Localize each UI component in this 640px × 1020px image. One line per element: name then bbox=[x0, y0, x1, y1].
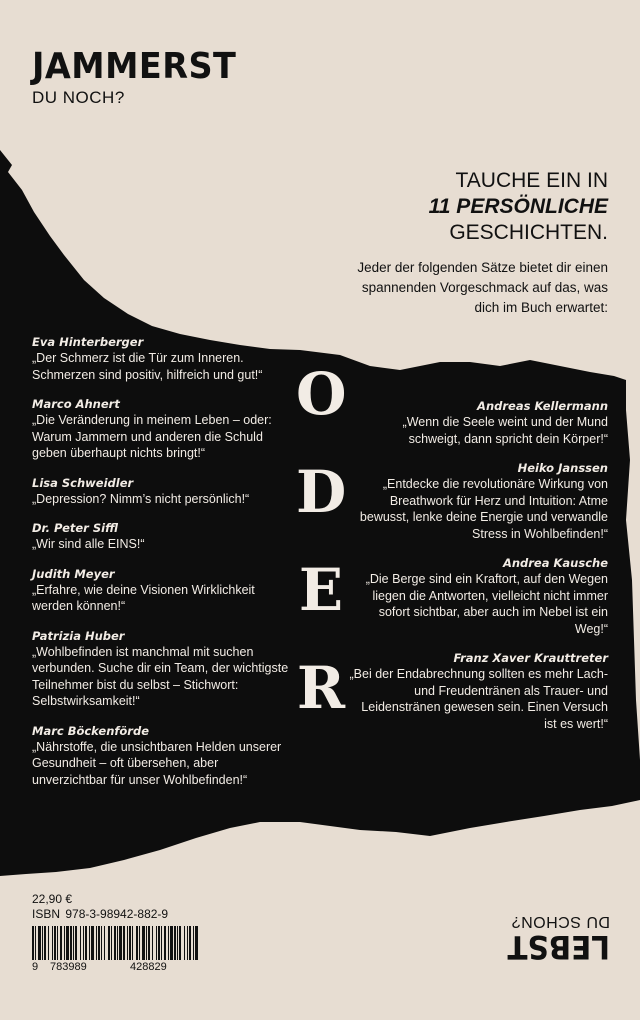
barcode-bar bbox=[66, 926, 69, 960]
barcode-bar bbox=[48, 926, 49, 960]
barcode-bar bbox=[64, 926, 65, 960]
flipped-title: LEBST bbox=[507, 928, 610, 966]
intro-text: Jeder der folgenden Sätze bietet dir einen spannenden Vorgeschmack auf das, was dich im Buch erwartet: bbox=[357, 260, 608, 315]
barcode-bar bbox=[32, 926, 34, 960]
barcode-bar bbox=[174, 926, 176, 960]
quote-item bbox=[348, 460, 608, 542]
quote-author: Judith Meyer bbox=[32, 566, 115, 581]
center-letter-d: D bbox=[296, 458, 347, 526]
barcode-bar bbox=[189, 926, 191, 960]
center-letter-e: E bbox=[298, 556, 344, 624]
book-subtitle: DU NOCH? bbox=[32, 88, 125, 107]
barcode-digit-lead: 9 bbox=[32, 961, 39, 973]
quote-text: „Wir sind alle EINS!“ bbox=[32, 537, 145, 551]
quote-text: „Die Berge sind ein Kraftort, auf den Wegen liegen die Antworten, vielleicht nicht immer sofort sichtbar, aber auch im Nebel ist ein Weg!“ bbox=[365, 572, 608, 636]
center-letter-o: O bbox=[296, 360, 347, 428]
quote-item bbox=[348, 650, 608, 732]
barcode-bar bbox=[123, 926, 125, 960]
barcode-bar bbox=[179, 926, 181, 960]
barcode-bar bbox=[35, 926, 36, 960]
quote-author: Lisa Schweidler bbox=[32, 475, 134, 490]
barcode-bar bbox=[146, 926, 147, 960]
quote-item bbox=[32, 334, 292, 383]
barcode-digits bbox=[32, 961, 212, 973]
quote-item bbox=[32, 396, 292, 462]
barcode-bar bbox=[158, 926, 160, 960]
barcode-bar bbox=[96, 926, 97, 960]
barcode-bar bbox=[70, 926, 72, 960]
quote-text: „Der Schmerz ist die Tür zum Inneren. Schmerzen sind positiv, hilfreich und gut!“ bbox=[32, 351, 263, 382]
quote-author: Patrizia Huber bbox=[32, 628, 125, 643]
quote-item bbox=[32, 475, 292, 508]
quote-author: Heiko Janssen bbox=[517, 461, 608, 475]
barcode-bar bbox=[148, 926, 150, 960]
quote-item bbox=[32, 723, 292, 789]
right-quotes-column bbox=[348, 398, 608, 745]
barcode-bar bbox=[42, 926, 43, 960]
barcode-bar bbox=[57, 926, 58, 960]
quote-author: Eva Hinterberger bbox=[32, 335, 144, 349]
quote-author: Franz Xaver Krauttreter bbox=[453, 651, 608, 665]
barcode-bar bbox=[139, 926, 140, 960]
barcode-bar bbox=[85, 926, 87, 960]
quote-author: Andreas Kellermann bbox=[477, 399, 608, 413]
quote-text: „Entdecke die revolutionäre Wirkung von Breathwork für Herz und Intuition: Atme bewusst, lenke deine Energie und verwandle Stress in Wohlbefinden!“ bbox=[359, 477, 608, 541]
barcode-bar bbox=[117, 926, 118, 960]
barcode-bar bbox=[119, 926, 122, 960]
left-quotes-column bbox=[32, 334, 292, 801]
barcode-bar bbox=[168, 926, 169, 960]
price-isbn-block bbox=[32, 892, 212, 973]
barcode-bar bbox=[114, 926, 116, 960]
barcode-bar bbox=[129, 926, 131, 960]
barcode-bar bbox=[156, 926, 157, 960]
barcode-bar bbox=[101, 926, 102, 960]
barcode-bar bbox=[98, 926, 100, 960]
quote-text: „Bei der Endabrechnung sollten es mehr Lach- und Freudentränen als Trauer- und Leidenstränen gewesen sein. Einen Versuch ist es wert!“ bbox=[349, 667, 608, 731]
quote-author: Dr. Peter Siffl bbox=[32, 521, 119, 535]
quote-item bbox=[348, 555, 608, 637]
quote-item bbox=[32, 566, 292, 615]
quote-text: „Wohlbefinden ist manchmal mit suchen verbunden. Suche dir ein Team, der wichtigste Teilnehmer bist du selbst – Stichwort: Selbstwirksamkeit!“ bbox=[32, 644, 289, 708]
barcode-bar bbox=[127, 926, 128, 960]
quote-text: „Erfahre, wie deine Visionen Wirklichkeit werden können!“ bbox=[32, 582, 255, 613]
quote-item bbox=[348, 398, 608, 447]
barcode bbox=[32, 926, 198, 960]
price: 22,90 € bbox=[32, 892, 73, 906]
quote-author: Marc Böckenförde bbox=[32, 723, 150, 738]
barcode-bar bbox=[132, 926, 133, 960]
barcode-bar bbox=[89, 926, 90, 960]
barcode-bar bbox=[193, 926, 194, 960]
center-word-oder bbox=[296, 345, 346, 737]
barcode-bar bbox=[170, 926, 173, 960]
flipped-subtitle: DU SCHON? bbox=[511, 913, 610, 930]
barcode-bar bbox=[75, 926, 77, 960]
barcode-bar bbox=[83, 926, 84, 960]
barcode-bar bbox=[73, 926, 74, 960]
quote-item bbox=[32, 520, 292, 553]
intro-heading-line2: 11 PERSÖNLICHE bbox=[428, 195, 608, 218]
barcode-bar bbox=[161, 926, 162, 960]
barcode-bar bbox=[52, 926, 53, 960]
barcode-bar bbox=[104, 926, 105, 960]
intro-heading-line1: TAUCHE EIN IN bbox=[455, 169, 608, 192]
flipped-title-block bbox=[470, 912, 610, 964]
barcode-bar bbox=[111, 926, 112, 960]
quote-author: Marco Ahnert bbox=[32, 397, 120, 411]
barcode-bar bbox=[38, 926, 41, 960]
isbn: ISBN 978-3-98942-882-9 bbox=[32, 907, 169, 921]
barcode-bar bbox=[164, 926, 166, 960]
barcode-bar bbox=[187, 926, 188, 960]
intro-heading bbox=[348, 168, 608, 246]
title-block bbox=[32, 48, 252, 108]
barcode-bar bbox=[177, 926, 178, 960]
barcode-bar bbox=[142, 926, 145, 960]
barcode-bar bbox=[91, 926, 94, 960]
barcode-bar bbox=[195, 926, 198, 960]
barcode-digits-left: 783989 bbox=[50, 961, 87, 973]
barcode-bar bbox=[136, 926, 138, 960]
barcode-digits-right: 428829 bbox=[130, 961, 167, 973]
barcode-bar bbox=[60, 926, 62, 960]
barcode-bar bbox=[54, 926, 56, 960]
quote-item bbox=[32, 628, 292, 710]
quote-author: Andrea Kausche bbox=[502, 556, 608, 570]
barcode-bar bbox=[80, 926, 81, 960]
quote-text: „Wenn die Seele weint und der Mund schweigt, dann spricht dein Körper!“ bbox=[402, 415, 608, 446]
quote-text: „Nährstoffe, die unsichtbaren Helden unserer Gesundheit – oft übersehen, aber unverzichtbar für unser Wohlbefinden!“ bbox=[32, 739, 282, 787]
barcode-bar bbox=[108, 926, 110, 960]
intro-heading-line3: GESCHICHTEN. bbox=[449, 221, 608, 244]
center-letter-r: R bbox=[296, 654, 346, 722]
quote-text: „Die Veränderung in meinem Leben – oder: Warum Jammern und anderen die Schuld geben überhaupt nichts bringt!“ bbox=[32, 413, 272, 460]
quote-text: „Depression? Nimm’s nicht persönlich!“ bbox=[32, 491, 250, 506]
barcode-bar bbox=[152, 926, 153, 960]
barcode-bar bbox=[184, 926, 185, 960]
book-title: JAMMERST bbox=[32, 46, 237, 87]
barcode-bar bbox=[44, 926, 46, 960]
